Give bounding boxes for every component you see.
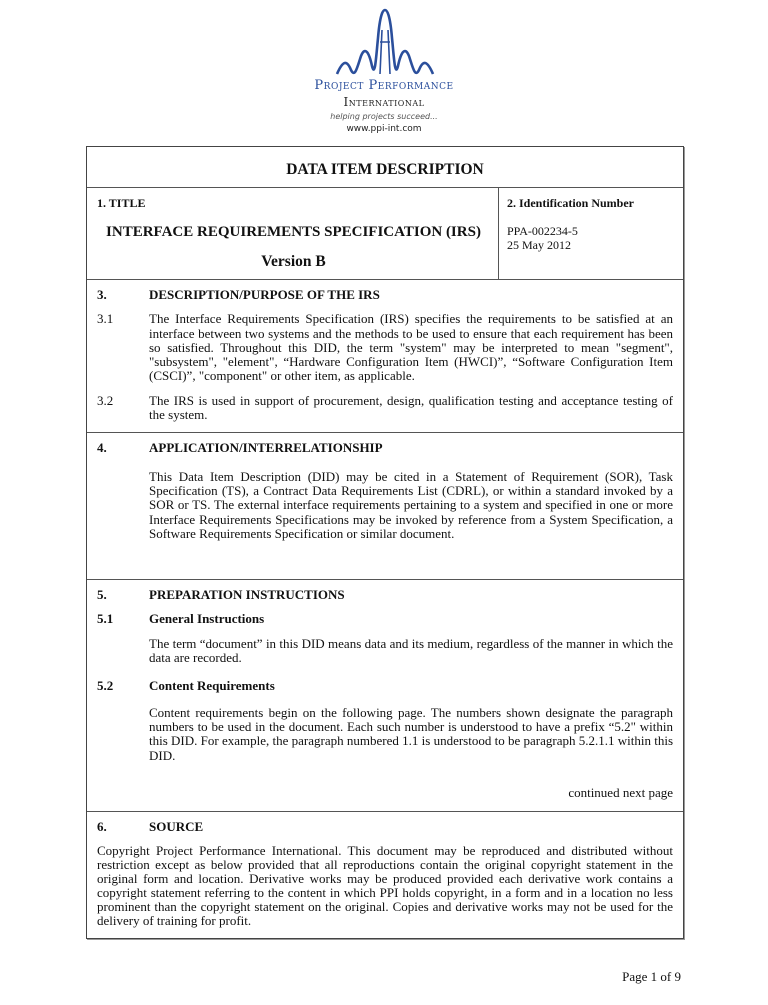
subsection-number: 5.2 (97, 678, 114, 694)
ppi-wave-logo-icon (335, 8, 435, 80)
id-cell (499, 188, 683, 279)
subsection-heading-line (97, 679, 673, 693)
document-title: INTERFACE REQUIREMENTS SPECIFICATION (IRS) (106, 224, 481, 240)
paragraph-text: This Data Item Description (DID) may be cited in a Statement of Requirement (SOR), Task Specification (TS), a Contract Data Requirements List (CDRL), or within a standard invoked by a SOR or TS. The external interface requirements pertaining to a system and specified in one or more Interface Requirements Specifications may be invoked by reference from a System Specification, a Software Requirements Specification or similar document. (149, 468, 673, 541)
section-heading: SOURCE (149, 818, 204, 834)
logo-name-line1: Project Performance (314, 78, 454, 93)
document-version: Version B (261, 253, 326, 270)
section-5 (87, 579, 683, 811)
paragraph-text: The IRS is used in support of procurement, design, qualification testing and acceptance testing of the system. (149, 392, 673, 423)
paragraph (97, 312, 673, 383)
section-heading-line (97, 588, 673, 602)
logo-tagline: helping projects succeed... (330, 112, 438, 121)
subsection-heading: Content Requirements (149, 678, 275, 694)
section-heading-line (97, 441, 673, 455)
data-item-description-form (86, 146, 684, 939)
section-3 (87, 279, 683, 432)
continued-note: continued next page (568, 784, 673, 800)
section-number: 4. (97, 440, 107, 456)
section-heading: APPLICATION/INTERRELATIONSHIP (149, 440, 383, 456)
section-6 (87, 811, 683, 938)
page-number: Page 1 of 9 (622, 969, 681, 985)
section-heading: DESCRIPTION/PURPOSE OF THE IRS (149, 287, 380, 302)
paragraph-number: 3.1 (97, 311, 114, 327)
copyright-text: Copyright Project Performance International. This document may be reproduced and distributed without restriction except as below provided that all reproductions contain the original copyright statement in the original form and location. Derivative works may be produced provided each derivative work contains a copyright statement referring to the content in which PPI holds copyright, in a form and in a location no less prominent than the copyright statement on the original. Copies and derivative works may not be used for the delivery of training for profit. (97, 843, 673, 929)
id-label: 2. Identification Number (507, 196, 634, 210)
section-number: 3. (97, 287, 107, 302)
header-row (87, 147, 683, 187)
section-number: 6. (97, 818, 107, 834)
title-cell (87, 188, 499, 279)
title-row (87, 187, 683, 279)
logo-name-line2: International (343, 95, 425, 109)
logo-url[interactable]: www.ppi-int.com (346, 124, 422, 134)
paragraph-text: Content requirements begin on the following page. The numbers shown designate the paragraph numbers to be used in the document. Each such number is understood to have a prefix “5.2" within this DID. For example, the paragraph numbered 1.1 is understood to be paragraph 5.2.1.1 within this DID. (149, 704, 673, 763)
paragraph (97, 394, 673, 423)
paragraph-text: The term “document” in this DID means data and its medium, regardless of the manner in which the data are recorded. (149, 635, 673, 666)
section-number: 5. (97, 587, 107, 603)
id-number: PPA-002234-5 (507, 224, 578, 238)
id-value (507, 224, 675, 252)
id-date: 25 May 2012 (507, 238, 571, 252)
section-4 (87, 432, 683, 579)
subsection-heading: General Instructions (149, 611, 265, 627)
section-heading-line (97, 820, 673, 834)
section-heading: PREPARATION INSTRUCTIONS (149, 587, 345, 603)
subsection-heading-line (97, 612, 673, 626)
title-label: 1. TITLE (97, 196, 146, 210)
ppi-logo (0, 0, 768, 140)
subsection-number: 5.1 (97, 611, 114, 627)
form-title: DATA ITEM DESCRIPTION (286, 161, 484, 178)
paragraph-number: 3.2 (97, 392, 114, 408)
paragraph-text: The Interface Requirements Specification (IRS) specifies the requirements to be satisfied at an interface between two systems and the methods to be used to ensure that each requirement has been so satisfied. Throughout this DID, the term "system" may be interpreted to mean "segment", "subsystem", "element", “Hardware Configuration Item (HWCI)”, “Software Configuration Item (CSCI)”, "component" or other item, as applicable. (149, 311, 673, 384)
section-heading-line (97, 288, 673, 302)
